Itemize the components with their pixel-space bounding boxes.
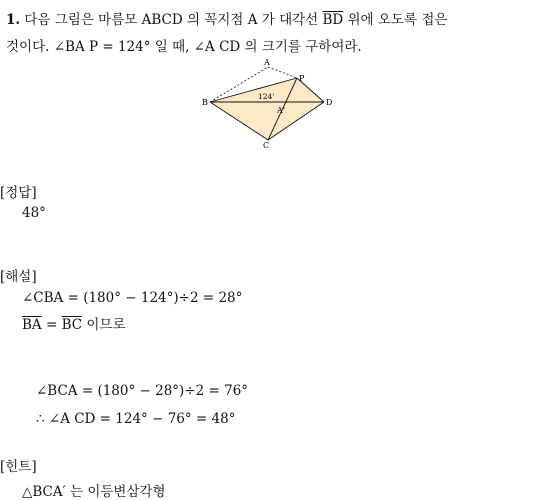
dashed-ap bbox=[268, 67, 297, 78]
problem-line-1 bbox=[6, 8, 447, 28]
solution-line-2: $\overline{BA} = \overline{BC}$ 이므로 bbox=[22, 317, 126, 333]
label-a: A bbox=[264, 58, 270, 67]
answer-heading: [정답] bbox=[0, 185, 37, 201]
segment-ba: $\overline{BA}$ bbox=[22, 317, 42, 333]
hint-heading: [힌트] bbox=[0, 459, 37, 475]
label-c: C bbox=[263, 141, 270, 150]
label-b: B bbox=[202, 98, 208, 107]
solution-heading: [해설] bbox=[0, 269, 37, 285]
label-p: P bbox=[299, 74, 305, 83]
problem-number: 1. bbox=[6, 12, 21, 28]
solution-line-1: ∠CBA = (180° − 124°)÷2 = 28° bbox=[22, 290, 243, 306]
label-a-prime: A' bbox=[277, 106, 285, 115]
rhombus-figure bbox=[200, 55, 340, 150]
problem-bd-segment: $\overline{BD}$ bbox=[322, 12, 344, 28]
problem-text-1-end: 위에 오도록 접은 bbox=[347, 12, 448, 28]
answer-value: 48° bbox=[22, 205, 46, 221]
hint-text: △BCA′ 는 이등변삼각형 bbox=[22, 484, 166, 500]
problem-line-2: 것이다. ∠BA P = 124° 일 때, ∠A CD 의 크기를 구하여라. bbox=[6, 39, 362, 55]
problem-text-1: 다음 그림은 마름모 ABCD 의 꼭지점 A 가 대각선 bbox=[24, 12, 319, 28]
label-d: D bbox=[326, 98, 333, 107]
solution-line-3: ∠BCA = (180° − 28°)÷2 = 76° bbox=[36, 383, 249, 399]
solution-line-4: ∴ ∠A CD = 124° − 76° = 48° bbox=[36, 411, 236, 427]
segment-bc: $\overline{BC}$ bbox=[61, 317, 83, 333]
label-angle: 124' bbox=[258, 92, 275, 101]
